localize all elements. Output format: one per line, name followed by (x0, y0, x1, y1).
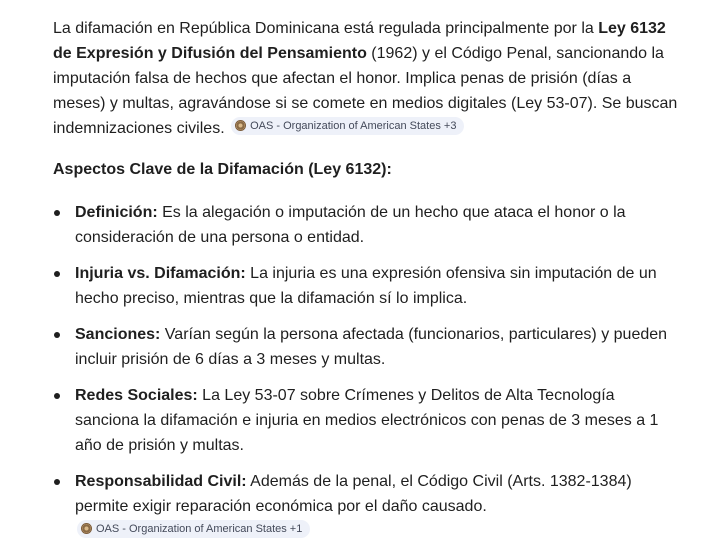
oas-seal-icon (81, 523, 92, 534)
item-text: Además de la penal, el Código Civil (Arts. 1382-1384) permite exigir reparación económica por el daño causado. (75, 473, 632, 515)
item-term: Redes Sociales: (75, 387, 198, 404)
intro-paragraph (53, 16, 683, 141)
item-term: Responsabilidad Civil: (75, 473, 247, 490)
response-content (53, 16, 683, 555)
source-chip-label: OAS - Organization of American States +1 (96, 522, 303, 535)
item-term: Definición: (75, 204, 158, 221)
source-chip[interactable] (231, 117, 464, 135)
intro-text-2: (1962) y el Código Penal, sancionando la imputación falsa de hechos que afectan el honor. Implica penas de prisión (días a meses) y multas, agravándose si se comete en medios digitales (Ley 53-07). Se buscan indemnizaciones civiles. (53, 45, 678, 137)
intro-law-name: Ley 6132 de Expresión y Difusión del Pensamiento (53, 20, 666, 62)
bullet-icon (54, 271, 60, 277)
item-term: Injuria vs. Difamación: (75, 265, 246, 282)
bullet-icon (54, 393, 60, 399)
bullet-icon (54, 210, 60, 216)
list-item (53, 200, 683, 250)
bullet-icon (54, 332, 60, 338)
item-text: La injuria es una expresión ofensiva sin imputación de un hecho preciso, mientras que la difamación sí lo implica. (75, 265, 657, 307)
list-item (53, 322, 683, 372)
source-chip-label: OAS - Organization of American States +3 (250, 119, 457, 132)
source-chip[interactable] (77, 520, 310, 538)
item-term: Sanciones: (75, 326, 161, 343)
key-aspects-list (53, 200, 683, 544)
item-text: Varían según la persona afectada (funcionarios, particulares) y pueden incluir prisión de 6 días a 3 meses y multas. (75, 326, 668, 368)
oas-seal-icon (235, 120, 246, 131)
intro-text-1: La difamación en República Dominicana está regulada principalmente por la (53, 20, 599, 37)
item-text: La Ley 53-07 sobre Crímenes y Delitos de Alta Tecnología sanciona la difamación e injuria en medios electrónicos con penas de 3 meses a 1 año de prisión y multas. (75, 387, 659, 454)
item-text: Es la alegación o imputación de un hecho que ataca el honor o la consideración de una persona o entidad. (75, 204, 626, 246)
list-item (53, 469, 683, 544)
section-heading: Aspectos Clave de la Difamación (Ley 6132): (53, 161, 392, 178)
list-item (53, 261, 683, 311)
bullet-icon (54, 479, 60, 485)
list-item (53, 383, 683, 458)
